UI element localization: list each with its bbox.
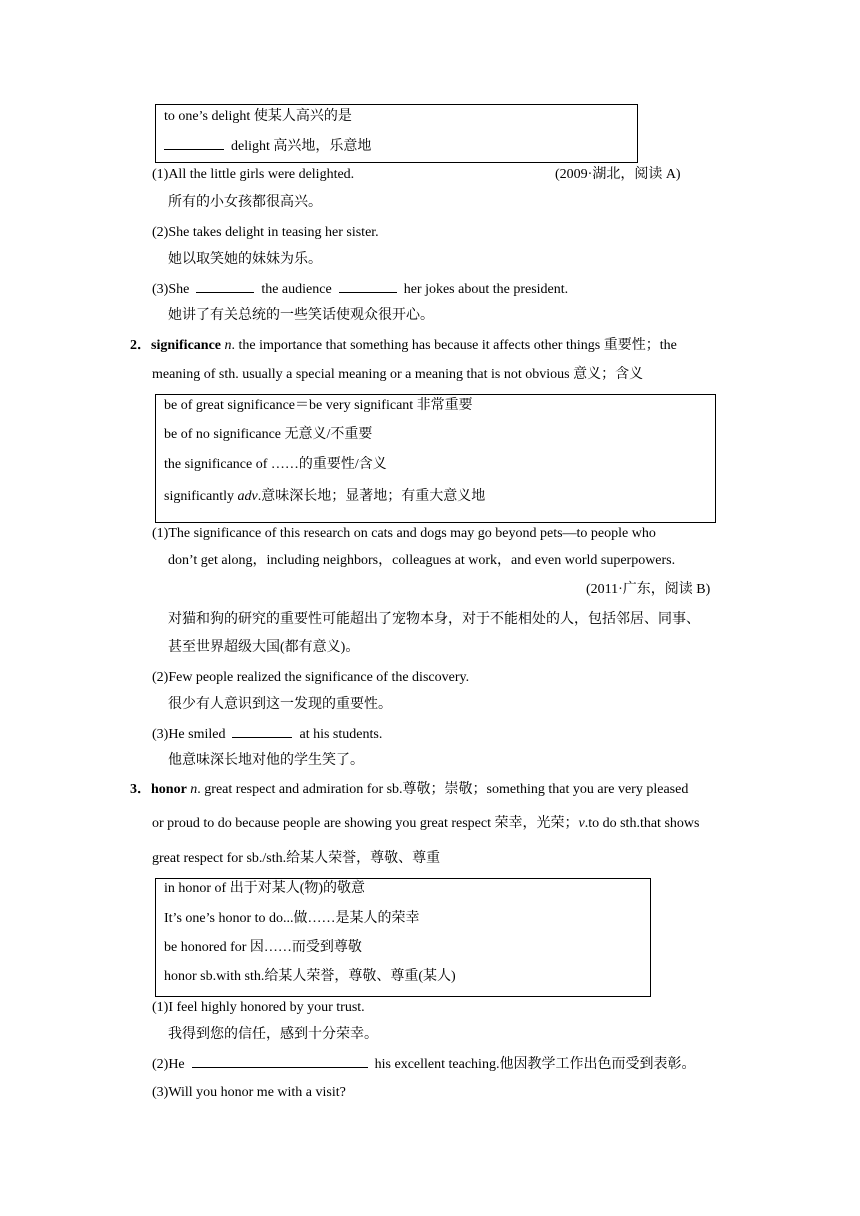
example-translation: 很少有人意识到这一发现的重要性。 (168, 697, 392, 712)
phrase-box-honor (155, 878, 651, 997)
example-sentence-cont: don’t get along，including neighbors，colleagues at work，and even world superpowers. (168, 553, 676, 568)
answer-blank[interactable] (232, 725, 292, 738)
example-source: (2009·湖北，阅读 A) (555, 167, 681, 182)
example-fill-sentence: (3)She the audience her jokes about the president. (152, 282, 569, 297)
phrase-line: It’s one’s honor to do...做……是某人的荣幸 (164, 911, 420, 926)
answer-blank[interactable] (192, 1055, 368, 1068)
phrase-line: honor sb.with sth.给某人荣誉，尊敬、尊重(某人) (164, 969, 456, 984)
definition-continued: great respect for sb./sth.给某人荣誉，尊敬、尊重 (152, 851, 441, 866)
phrase-line: be of no significance 无意义/不重要 (164, 427, 373, 442)
part-of-speech: n (190, 782, 198, 797)
entry-word: significance (151, 338, 221, 353)
entry-word: honor (151, 782, 187, 797)
phrase-line: be of great significance＝be very significant 非常重要 (164, 398, 473, 413)
example-translation: 她讲了有关总统的一些笑话使观众很开心。 (168, 308, 434, 323)
example-sentence: (1)The significance of this research on cats and dogs may go beyond pets—to people who (152, 526, 656, 541)
phrase-line: be honored for 因……而受到尊敬 (164, 940, 362, 955)
phrase-line: to one’s delight 使某人高兴的是 (164, 109, 352, 124)
example-sentence: (2)She takes delight in teasing her sister. (152, 225, 379, 240)
example-translation: 对猫和狗的研究的重要性可能超出了宠物本身，对于不能相处的人，包括邻居、同事、 (168, 612, 700, 627)
entry-number: 3． (130, 782, 151, 797)
phrase-box-delight (155, 104, 638, 163)
example-translation-cont: 甚至世界超级大国(都有意义)。 (168, 640, 360, 655)
answer-blank[interactable] (164, 137, 224, 150)
answer-blank[interactable] (339, 280, 397, 293)
example-translation: 所有的小女孩都很高兴。 (168, 195, 322, 210)
example-fill-sentence: (3)He smiled at his students. (152, 727, 383, 742)
example-translation: 我得到您的信任，感到十分荣幸。 (168, 1027, 378, 1042)
part-of-speech: n (224, 338, 232, 353)
example-source: (2011·广东，阅读 B) (586, 582, 711, 597)
example-fill-sentence: (2)He his excellent teaching.他因教学工作出色而受到表彰。 (152, 1057, 696, 1072)
entry-significance-definition: 2．significance n. the importance that something has because it affects other things 重要性；the (130, 338, 677, 353)
entry-honor-definition: 3．honor n. great respect and admiration for sb.尊敬；崇敬；something that you are very pleased (130, 782, 689, 797)
phrase-line-with-blank: delight 高兴地，乐意地 (164, 137, 371, 156)
definition-continued: meaning of sth. usually a special meaning or a meaning that is not obvious 意义；含义 (152, 367, 644, 382)
example-translation: 他意味深长地对他的学生笑了。 (168, 753, 364, 768)
example-sentence: (1)I feel highly honored by your trust. (152, 1000, 365, 1015)
example-translation: 她以取笑她的妹妹为乐。 (168, 252, 322, 267)
example-sentence: (3)Will you honor me with a visit? (152, 1085, 346, 1100)
example-sentence: (2)Few people realized the significance of the discovery. (152, 670, 470, 685)
phrase-line: in honor of 出于对某人(物)的敬意 (164, 881, 366, 896)
entry-number: 2． (130, 338, 151, 353)
phrase-line: the significance of ……的重要性/含义 (164, 457, 387, 472)
definition-continued: or proud to do because people are showing you great respect 荣幸，光荣；v.to do sth.that shows (152, 816, 700, 831)
phrase-box-significance (155, 394, 716, 523)
answer-blank[interactable] (196, 280, 254, 293)
phrase-line: significantly adv.意味深长地；显著地；有重大意义地 (164, 489, 486, 504)
example-sentence: (1)All the little girls were delighted. (152, 167, 355, 182)
